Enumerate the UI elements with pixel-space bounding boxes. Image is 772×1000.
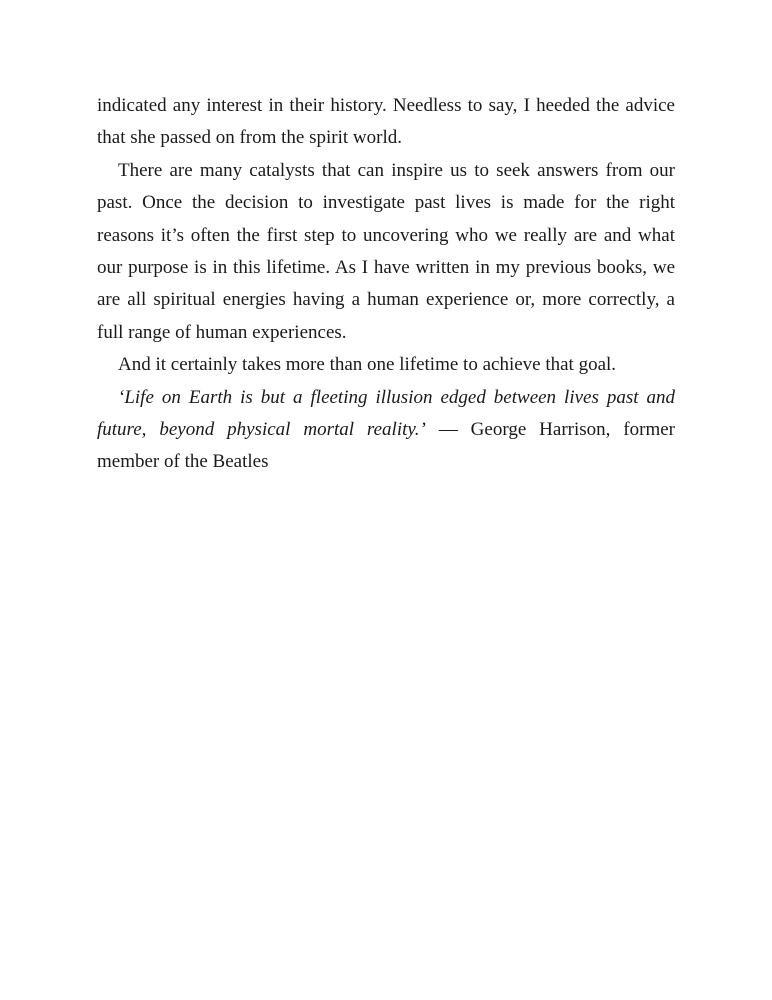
- paragraph-catalysts: There are many catalysts that can inspire us to seek answers from our past. Once the decision to investigate past lives is made for the right reasons it’s often the first step to uncovering who we really are and what our purpose is in this lifetime. As I have written in my previous books, we are all spiritual energies having a human experience or, more correctly, a full range of human experiences.: [97, 159, 675, 343]
- epigraph-attribution: — George Harrison, former member of the Beatles: [97, 419, 675, 473]
- paragraph-continued: indicated any interest in their history. Needless to say, I heeded the advice that she passed on from the spirit world.: [97, 95, 675, 149]
- paragraph-lifetime-goal: And it certainly takes more than one lifetime to achieve that goal.: [118, 354, 617, 376]
- epigraph: [97, 382, 675, 479]
- epigraph-quote: ‘Life on Earth is but a fleeting illusion edged between lives past and future, beyond physical mortal reality.’: [97, 386, 675, 441]
- page-body: [97, 90, 675, 479]
